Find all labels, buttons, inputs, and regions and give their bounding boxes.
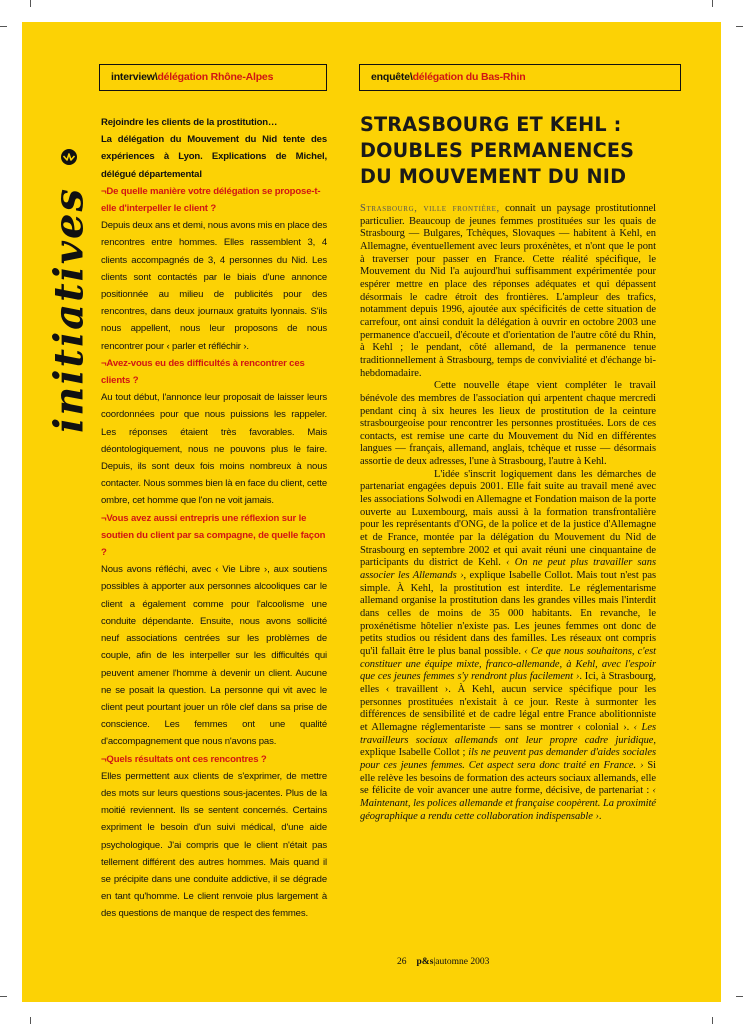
tag-delegation: délégation Rhône-Alpes (157, 71, 274, 83)
article-headline (360, 112, 690, 190)
crop-mark-top-left (0, 26, 7, 27)
tag-category: interview\ (111, 71, 158, 83)
quote: ‹ Les travailleurs sociaux allemands ont leur propre cadre juridique (360, 721, 656, 746)
interview-column (101, 114, 327, 923)
crop-mark-bottom-left (0, 996, 7, 997)
headline-line-1: STRASBOURG ET KEHL : (360, 113, 622, 136)
page-number: 26 (397, 957, 407, 967)
interview-tag (99, 64, 327, 91)
article-lead-in: Strasbourg, ville frontière, (360, 203, 500, 214)
enquete-tag (359, 64, 681, 91)
interview-lead-title: Rejoindre les clients de la prostitution… (101, 117, 278, 128)
mouvement-du-nid-logo-icon (60, 148, 78, 166)
interview-question: ¬Quels résultats ont ces rencontres ? (101, 753, 267, 765)
quote: ils ne peuvent pas demander d'aides sociales pour ces jeunes femmes. Cet aspect sera donc traité en France. › (360, 747, 656, 771)
quote: ‹ Ce que nous souhaitons, c'est constituer une équipe mixte, franco-allemande, à Kehl, avec l'espoir que ces jeunes femmes s'y rendront plus facilement › (360, 645, 656, 683)
interview-answer: Elles permettent aux clients de s'exprimer, de mettre des mots sur leurs questions sous-jacentes. Plus de la moitié reviennent. Ils se sentent concernés. Certains expriment le besoin d'un suivi médical, d'une aide psychologique. J'ai compris que le client n'était pas tellement différent des autres hommes. Mais quand il se précipite dans une conduite addictive, il se dégrade en tant qu'homme. Le client renvoie plus largement à des questions de manque de respect des femmes. (101, 770, 327, 920)
tag-category: enquête\ (371, 71, 413, 83)
issue-label: |automne 2003 (433, 957, 490, 967)
magazine-brand: p&s (416, 957, 434, 967)
crop-mark-top-right-v (712, 0, 713, 7)
article-paragraph: Strasbourg, ville frontière, connait un paysage prostitutionnel particulier. Beaucoup de jeunes femmes prostituées sur les quais de Strasbourg — Bulgares, Tchèques, Slovaques — habitent à Kehl, en Allemagne, éventuellement avec leurs proxénètes, et n'ont que le pont à traverser pour passer en France. Cette réalité spécifique, le Mouvement du Nid l'a aujourd'hui suffisamment expérimentée pour espérer mettre en place des réponses adéquates et qui dépassent désormais le cadre étroit des frontières. L'ampleur des trafics, notamment depuis 1996, ajoutée aux spécificités de cette situation de carrefour, ont ainsi conduit la délégation à ouvrir en octobre 2003 une permanence d'accueil, d'écoute et d'orientation de l'autre côté du Rhin, à Kehl ; le pendant, côté allemand, de la permanence tenue traditionnellement à Strasbourg, temps de convivialité et d'échange bi-hebdomadaire. (360, 203, 656, 379)
headline-line-3: DU MOUVEMENT DU NID (360, 165, 627, 188)
crop-mark-top-left-v (30, 0, 31, 7)
page-footer (397, 957, 489, 967)
article-body (360, 203, 656, 823)
interview-answer: Nous avons réfléchi, avec ‹ Vie Libre ›, aux soutiens possibles à apporter aux personnes alcooliques car le client a également comme pour l'alcoolisme une conduite dépendante. Ensuite, nous avons sollicité neuf associations centrées sur les problèmes de couple, afin de les interpeller sur les difficultés qui peuvent amener l'homme à devenir un client. Aucune ne se posait la question. La personne qui vit avec le client peut pourtant jouer un rôle clef dans sa prise de conscience. Les femmes ont une qualité d'accompagnement que nous n'avons pas. (101, 564, 327, 748)
tag-delegation: délégation du Bas-Rhin (412, 71, 526, 83)
crop-mark-bottom-right (736, 996, 743, 997)
crop-mark-bottom-left-v (30, 1017, 31, 1024)
quote: ‹ Maintenant, les polices allemande et française coopèrent. La proximité géographique a rendu cette collaboration indispensable › (360, 785, 656, 822)
interview-answer: Depuis deux ans et demi, nous avons mis en place des rencontres entre hommes. Elles rassemblent 3, 4 clients accompagnés de 3, 4 personnes du Nid. Les clients sont contactés par le biais d'une annonce positionnée au milieu de publicités pour des rencontres, dans deux journaux gratuits lyonnais. S'ils nous appellent, nous leur proposons de nous rencontrer pour ‹ parler et réfléchir ›. (101, 220, 327, 352)
interview-answer: Au tout début, l'annonce leur proposait de laisser leurs coordonnées pour que nous puissions les rappeler. Les réponses étaient très favorables. Mais déontologiquement, nous ne pouvons plus le faire. Depuis, ils sont deux fois moins nombreux à nous contacter. Nous sommes bien là en face du client, cette ombre, cet homme que l'on ne voit jamais. (101, 392, 327, 507)
headline-line-2: DOUBLES PERMANENCES (360, 139, 635, 162)
article-paragraph: L'idée s'inscrit logiquement dans les démarches de partenariat engagées depuis 2001. Elle fait suite au travail mené avec les associations Solwodi en Allemagne et Fondation maison de la porte ouverte au Luxembourg, mais aussi à la formation transfrontalière pour les représentants d'ONG, de la police et de la justice d'Allemagne et de France, montée par la délégation du Mouvement du Nid de Strasbourg en septembre 2002 et qui avait réuni une cinquantaine de participants du district de Kehl. ‹ On ne peut plus travailler sans associer les Allemands ›, explique Isabelle Collot. Mais tout n'est pas simple. À Kehl, la prostitution est interdite. Le réglementarisme allemand organise la prostitution dans les grandes villes mais l'interdit dans celles de moins de 35 000 habitants. En revanche, le proxénétisme hôtelier n'existe pas. Les jeunes femmes ont donc de petits studios ou résident dans des familles. Les réseaux ont compris qu'il fallait être le plus banal possible. ‹ Ce que nous souhaitons, c'est constituer une équipe mixte, franco-allemande, à Kehl, avec l'espoir que ces jeunes femmes s'y rendront plus facilement ›. Ici, à Strasbourg, elles ‹ travaillent ›. À Kehl, aucun service spécifique pour les personnes prostituées n'existait à ce jour. Reste à surmonter les différences de sensibilité et de cadre légal entre France abolitionniste et Allemagne réglementariste — sans se montrer ‹ colonial ›. ‹ Les travailleurs sociaux allemands ont leur propre cadre juridique, explique Isabelle Collot ; ils ne peuvent pas demander d'aides sociales pour ces jeunes femmes. Cet aspect sera donc traité en France. › Si elle relève les besoins de formation des acteurs sociaux allemands, elle se félicite de voir avancer une autre forme, décisive, de partenariat : ‹ Maintenant, les polices allemande et française coopèrent. La proximité géographique a rendu cette collaboration indispensable ›. (360, 468, 657, 822)
crop-mark-top-right (736, 26, 743, 27)
interview-question: ¬De quelle manière votre délégation se propose-t-elle d'interpeller le client ? (101, 185, 321, 215)
section-label-text: initiatives (45, 187, 93, 433)
quote: ‹ On ne peut plus travailler sans associer les Allemands › (360, 557, 656, 582)
article-paragraph: Cette nouvelle étape vient compléter le travail bénévole des membres de l'association qui arpentent chaque mercredi pendant cinq à six heures les lieux de prostitution de la ceinture strasbourgeoise pour rencontrer les personnes prostituées. Lors de ces contacts, est remise une carte du Mouvement du Nid en différentes langues — français, allemand, anglais, tchèque et russe — désormais assortie de deux adresses, l'une à Strasbourg, l'autre à Kehl. (360, 380, 656, 468)
interview-question: ¬Vous avez aussi entrepris une réflexion sur le soutien du client par sa compagne, de quelle façon ? (101, 512, 326, 559)
crop-mark-bottom-right-v (712, 1017, 713, 1024)
interview-question: ¬Avez-vous eu des difficultés à rencontrer ces clients ? (101, 357, 305, 387)
section-side-label (44, 175, 94, 445)
interview-lead-intro: La délégation du Mouvement du Nid tente des expériences à Lyon. Explications de Michel, délégué départemental (101, 134, 327, 180)
